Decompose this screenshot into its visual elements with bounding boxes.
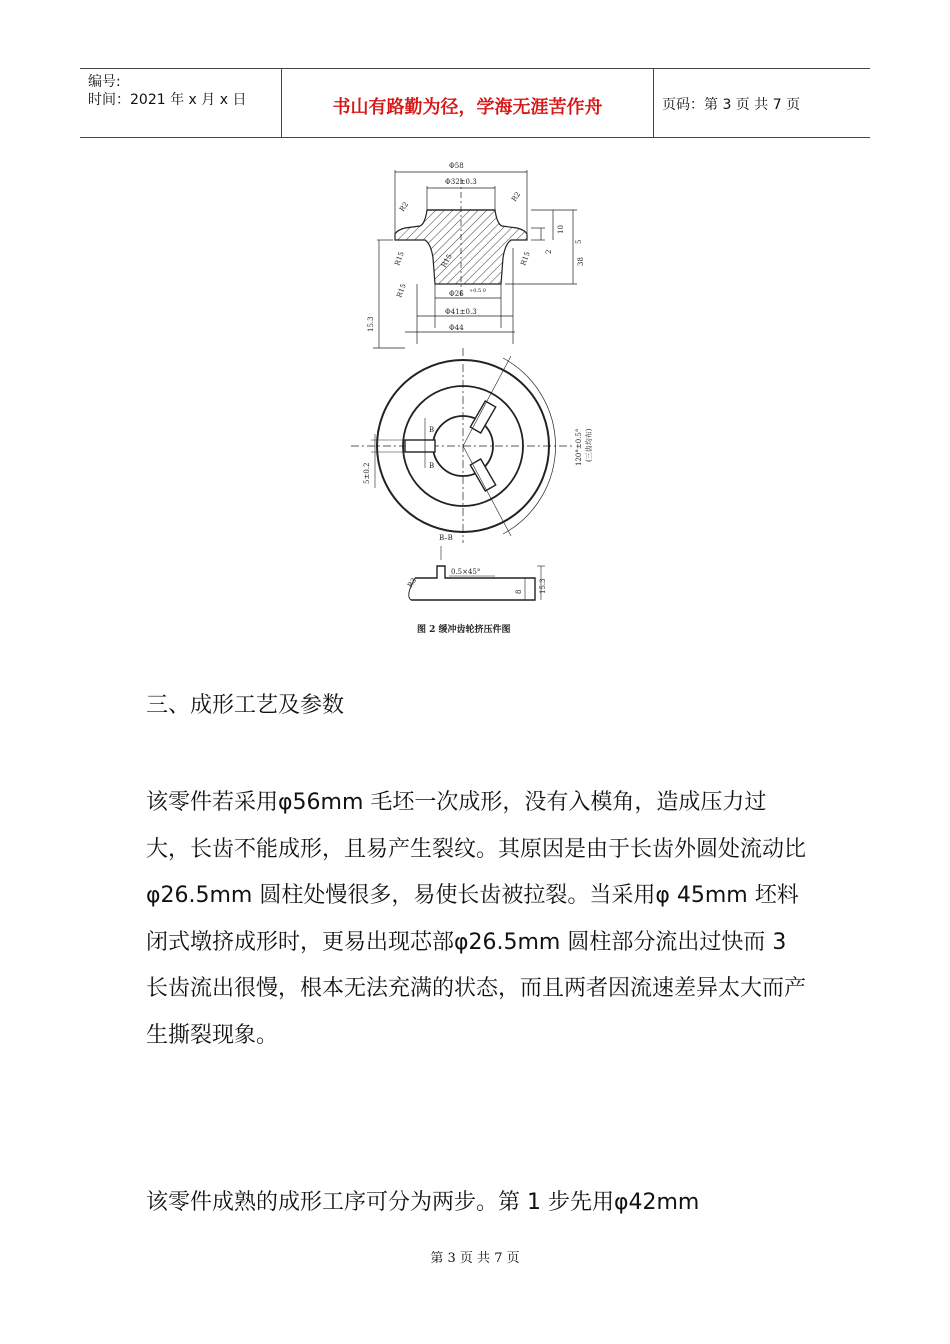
dim-r15-d: R15 — [395, 282, 408, 299]
dim-h5: 5 — [575, 239, 583, 244]
dim-r15-b: R15 — [439, 252, 454, 269]
page-info: 页码：第 3 页 共 7 页 — [662, 97, 801, 113]
dim-d32: Φ32±0.3 — [445, 178, 477, 186]
paragraph-2: 该零件成熟的成形工序可分为两步。第 1 步先用φ42mm — [146, 1190, 700, 1215]
header-meta-cell — [80, 69, 282, 137]
page-header — [80, 68, 870, 138]
dim-r15-a: R15 — [393, 250, 406, 267]
section-view — [395, 178, 527, 298]
dim-angle-note: (三齿均布) — [585, 428, 593, 462]
section-label: B–B — [439, 534, 453, 542]
dim-h153: 15.3 — [367, 316, 375, 332]
section-mark-b2: B — [429, 462, 435, 470]
dim-h10: 10 — [557, 225, 565, 234]
dim-r2-left: R2 — [398, 200, 411, 214]
dim-h2: 2 — [545, 249, 553, 254]
dim-r2-right: R2 — [510, 190, 523, 204]
paragraph-1: 该零件若采用φ56mm 毛坯一次成形，没有入模角，造成压力过大，长齿不能成形，且易产生裂纹。其原因是由于长齿外圆处流动比φ26.5mm 圆柱处慢很多，易使长齿被拉裂。当采用φ 45mm 坯料闭式墩挤成形时，更易出现芯部φ26.5mm 圆柱部分流出过快而 3 长齿流出很慢，根本无法充满的状态，而且两者因流速差异太大而产生撕裂现象。 — [146, 790, 807, 1048]
dim-d26: Φ26 — [449, 290, 464, 298]
drawing-svg — [345, 148, 605, 648]
time-label: 时间：2021 年 x 月 x 日 — [88, 92, 247, 108]
gear-extrusion-drawing — [345, 148, 605, 648]
dim-h38: 38 — [577, 257, 585, 266]
dim-d26-tol: +0.5 0 — [469, 288, 486, 294]
page-footer: 第 3 页 共 7 页 — [430, 1251, 520, 1266]
dim-w5: 5±0.2 — [363, 462, 371, 484]
dim-r15-c: R15 — [519, 250, 532, 267]
motto-text: 书山有路勤为径，学海无涯苦作舟 — [332, 97, 603, 118]
figure-caption: 图 2 缓冲齿轮挤压件图 — [417, 625, 511, 635]
dim-d44: Φ44 — [449, 324, 464, 332]
header-page-cell — [654, 69, 870, 137]
section-heading: 三、成形工艺及参数 — [146, 693, 345, 718]
header-motto-cell — [282, 69, 654, 137]
dim-d41: Φ41±0.3 — [445, 308, 477, 316]
dim-s8: 8 — [515, 589, 523, 594]
section-mark-b1: B — [429, 426, 435, 434]
number-label: 编号: — [88, 74, 121, 90]
dim-s153: 15.3 — [539, 578, 547, 594]
dim-d58: Φ58 — [449, 162, 464, 170]
dim-chamfer: 0.5×45° — [451, 568, 481, 576]
dim-angle: 120°±0.5° — [575, 428, 583, 466]
top-view — [351, 348, 575, 543]
dim-r3: R3 — [406, 576, 419, 590]
